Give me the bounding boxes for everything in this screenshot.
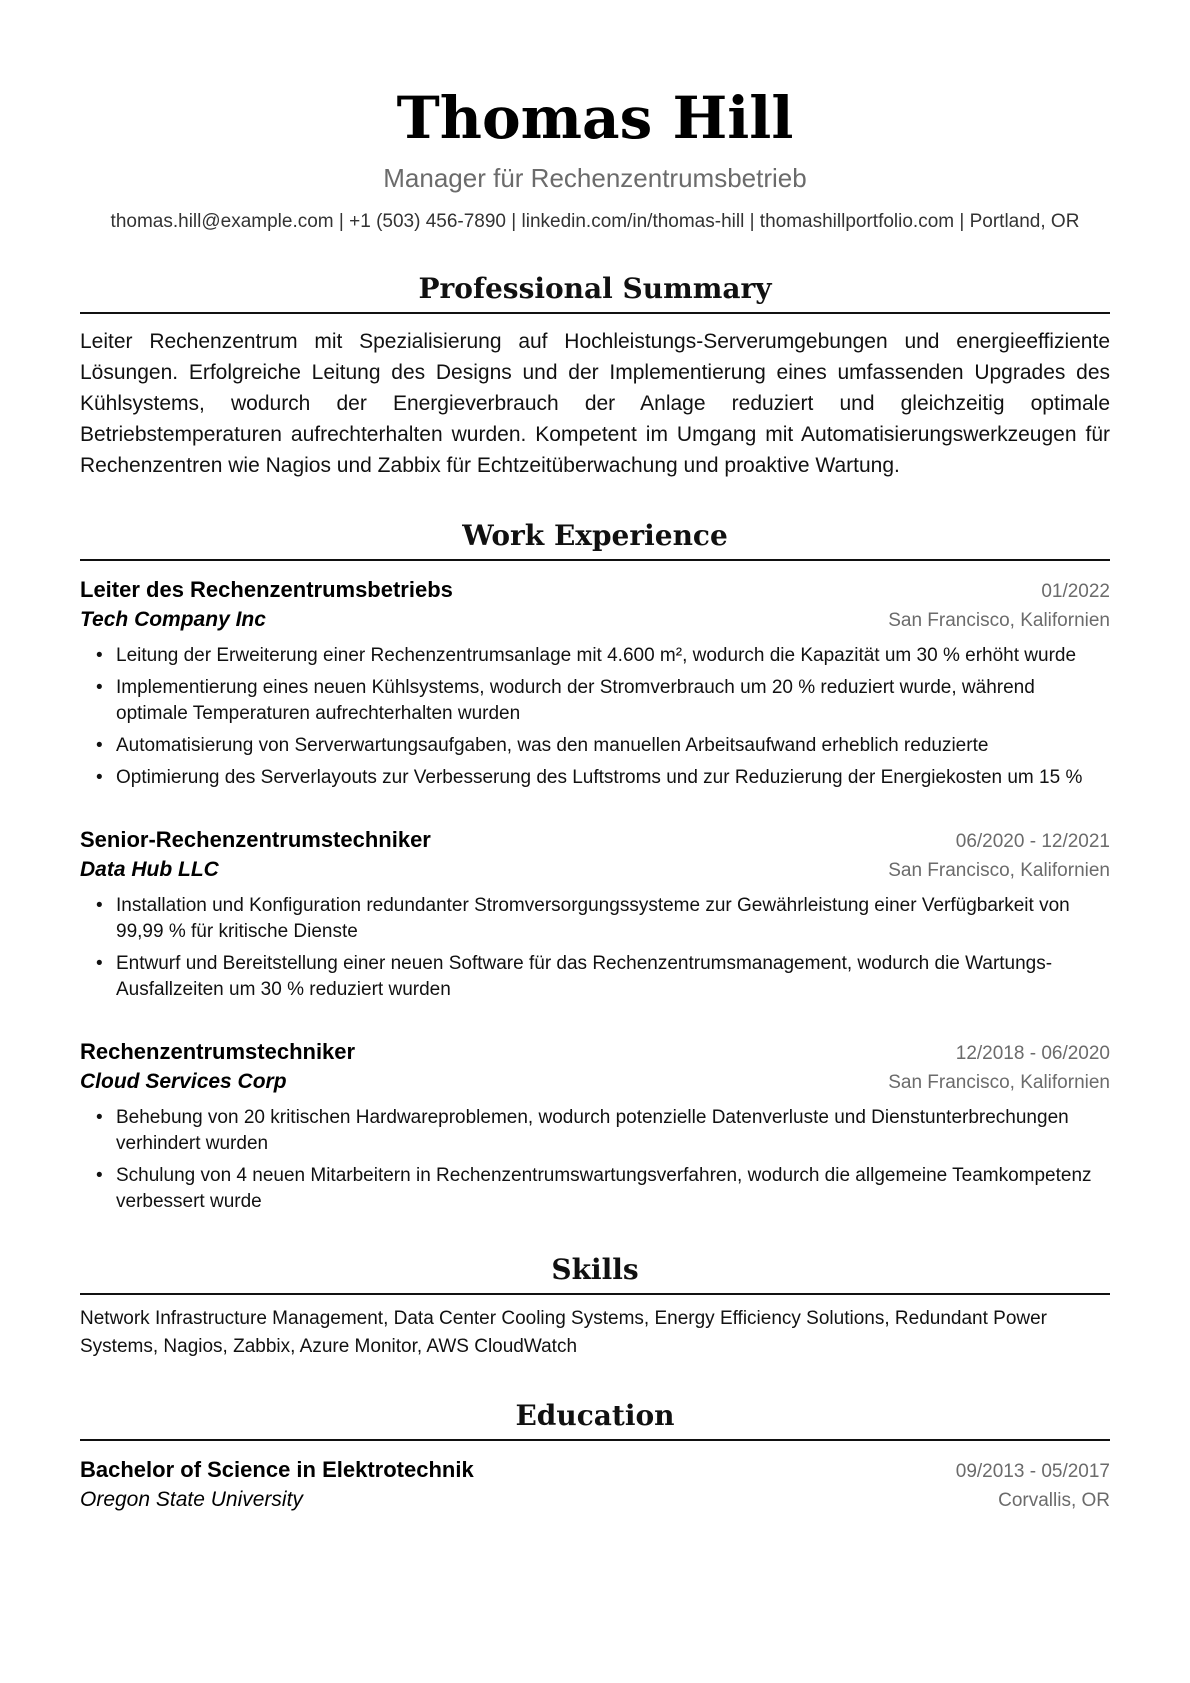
section-title-summary: Professional Summary [80,272,1110,314]
skills-section [80,1253,1110,1361]
section-title-skills: Skills [80,1253,1110,1295]
degree: Bachelor of Science in Elektrotechnik [80,1457,474,1482]
job-entry [80,575,1110,791]
candidate-headline: Manager für Rechenzentrumsbetrieb [383,163,807,193]
job-entry [80,1037,1110,1215]
company-name: Tech Company Inc [80,608,266,631]
summary-section [80,272,1110,481]
contact-line: thomas.hill@example.com | +1 (503) 456-7890 | linkedin.com/in/thomas-hill | thomashillportfolio.com | Portland, OR [110,211,1080,232]
job-bullet: • Automatisierung von Serverwartungsaufgaben, was den manuellen Arbeitsaufwand erheblich reduzierte [116,733,1110,759]
job-date: 06/2020 - 12/2021 [955,831,1110,852]
education-date: 09/2013 - 05/2017 [955,1461,1110,1482]
job-bullet: • Installation und Konfiguration redundanter Stromversorgungssysteme zur Gewährleistung einer Verfügbarkeit von 99,99 % für kritische Dienste [116,893,1110,945]
summary-text: Leiter Rechenzentrum mit Spezialisierung auf Hochleistungs-Serverumgebungen und energieeffiziente Lösungen. Erfolgreiche Leitung des Designs und der Implementierung eines umfassenden Upgrades des Kühlsystems, wodurch der Energieverbrauch der Anlage reduziert und gleichzeitig optimale Betriebstemperaturen aufrechterhalten wurden. Kompetent im Umgang mit Automatisierungswerkzeugen für Rechenzentren wie Nagios und Zabbix für Echtzeitüberwachung und proaktive Wartung. [80,330,1110,477]
job-bullet: • Schulung von 4 neuen Mitarbeitern in Rechenzentrumswartungsverfahren, wodurch die allgemeine Teamkompetenz verbessert wurde [116,1163,1110,1215]
education-section [80,1399,1110,1515]
education-location: Corvallis, OR [998,1490,1110,1511]
job-title: Rechenzentrumstechniker [80,1039,356,1064]
job-location: San Francisco, Kalifornien [888,1072,1110,1093]
job-bullet: • Leitung der Erweiterung einer Rechenzentrumsanlage mit 4.600 m², wodurch die Kapazität um 30 % erhöht wurde [116,643,1110,669]
job-entry [80,825,1110,1003]
job-date: 12/2018 - 06/2020 [955,1043,1110,1064]
job-date: 01/2022 [1041,581,1110,602]
job-location: San Francisco, Kalifornien [888,860,1110,881]
job-bullet: • Optimierung des Serverlayouts zur Verbesserung des Luftstroms und zur Reduzierung der Energiekosten um 15 % [116,765,1110,791]
job-title: Senior-Rechenzentrumstechniker [80,827,431,852]
job-bullets [80,1105,1110,1215]
candidate-name: Thomas Hill [396,84,794,152]
job-bullets [80,643,1110,791]
company-name: Cloud Services Corp [80,1070,287,1093]
job-bullets [80,893,1110,1003]
experience-section [80,519,1110,1215]
company-name: Data Hub LLC [80,858,219,881]
institution-name: Oregon State University [80,1488,303,1511]
job-bullet: • Entwurf und Bereitstellung einer neuen Software für das Rechenzentrumsmanagement, wodurch die Wartungs-Ausfallzeiten um 30 % reduziert wurden [116,951,1110,1003]
section-title-experience: Work Experience [80,519,1110,561]
section-title-education: Education [80,1399,1110,1441]
education-entry [80,1455,1110,1515]
job-bullet: • Behebung von 20 kritischen Hardwareproblemen, wodurch potenzielle Datenverluste und Dienstunterbrechungen verhindert wurden [116,1105,1110,1157]
job-location: San Francisco, Kalifornien [888,610,1110,631]
skills-text: Network Infrastructure Management, Data Center Cooling Systems, Energy Efficiency Solutions, Redundant Power Systems, Nagios, Zabbix, Azure Monitor, AWS CloudWatch [80,1308,1048,1357]
resume-header [80,84,1110,234]
job-bullet: • Implementierung eines neuen Kühlsystems, wodurch der Stromverbrauch um 20 % reduziert wurde, während optimale Temperaturen aufrechterhalten wurden [116,675,1110,727]
job-title: Leiter des Rechenzentrumsbetriebs [80,577,453,602]
